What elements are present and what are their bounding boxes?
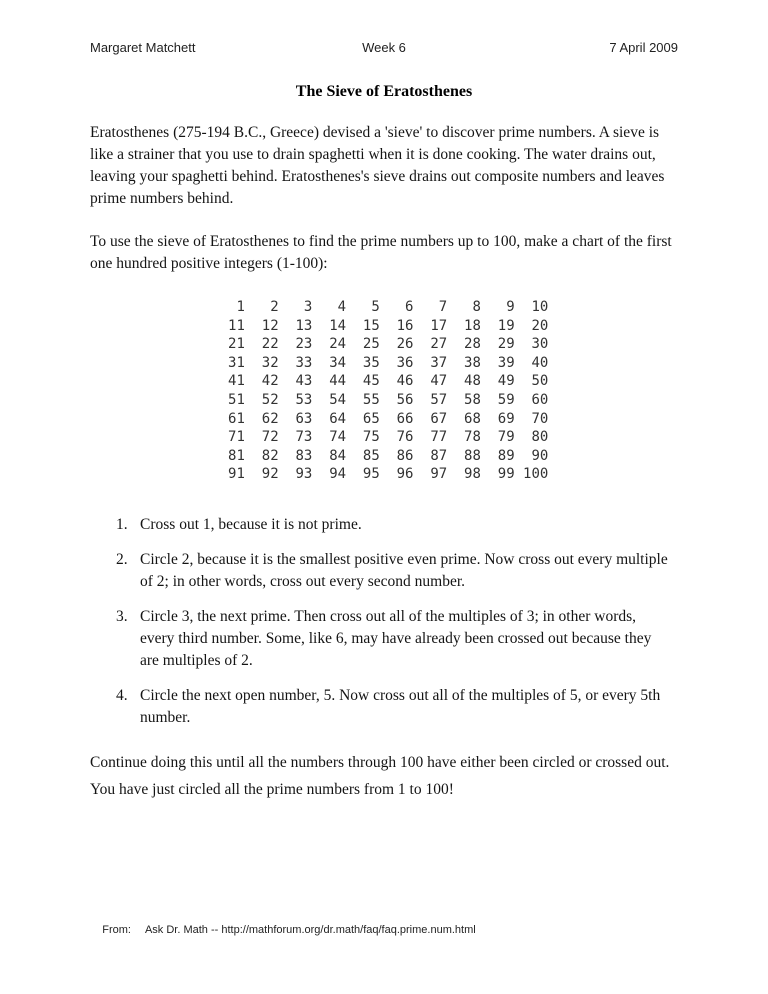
step-item-4 (116, 685, 678, 729)
step-text: Circle 2, because it is the smallest positive even prime. Now cross out every multiple of 2; in other words, cross out every second number. (140, 550, 668, 590)
step-number: 3. (116, 607, 128, 625)
step-number: 4. (116, 686, 128, 704)
step-number: 1. (116, 515, 128, 533)
closing-paragraph (90, 750, 678, 803)
intro-paragraph: Eratosthenes (275-194 B.C., Greece) devised a 'sieve' to discover prime numbers. A sieve is like a strainer that you use to drain spaghetti when it is done cooking. The water drains out, leaving your spaghetti behind. Eratosthenes's sieve drains out composite numbers and leaves prime numbers behind. (90, 124, 665, 207)
grid-row: 71 72 73 74 75 76 77 78 79 80 (219, 429, 549, 446)
grid-row: 61 62 63 64 65 66 67 68 69 70 (219, 410, 549, 427)
steps-list (90, 514, 678, 729)
grid-row: 31 32 33 34 35 36 37 38 39 40 (219, 354, 549, 371)
closing-line: You have just circled all the prime numbers from 1 to 100! (90, 780, 454, 798)
number-grid-wrapper (90, 298, 678, 484)
footer-label: From: (102, 924, 131, 936)
step-item-2 (116, 549, 678, 593)
step-number: 2. (116, 550, 128, 568)
step-item-3 (116, 606, 678, 672)
step-text: Circle 3, the next prime. Then cross out all of the multiples of 3; in other words, every third number. Some, like 6, may have already been crossed out because they are multiples of 2. (140, 607, 652, 669)
grid-row: 81 82 83 84 85 86 87 88 89 90 (219, 447, 549, 464)
closing-line: Continue doing this until all the numbers through 100 have either been circled or crossed out. (90, 753, 670, 771)
grid-row: 11 12 13 14 15 16 17 18 19 20 (219, 317, 549, 334)
step-text: Circle the next open number, 5. Now cross out all of the multiples of 5, or every 5th number. (140, 686, 661, 726)
grid-row: 51 52 53 54 55 56 57 58 59 60 (219, 391, 549, 408)
page-title: The Sieve of Eratosthenes (295, 83, 473, 100)
grid-row: 91 92 93 94 95 96 97 98 99 100 (219, 466, 549, 483)
header-week: Week 6 (362, 40, 406, 55)
page-footer (90, 912, 678, 948)
grid-row: 21 22 23 24 25 26 27 28 29 30 (219, 336, 549, 353)
footer-source: Ask Dr. Math -- http://mathforum.org/dr.math/faq/faq.prime.num.html (144, 924, 476, 936)
grid-row: 1 2 3 4 5 6 7 8 9 10 (219, 299, 549, 315)
number-grid (220, 298, 549, 484)
step-text: Cross out 1, because it is not prime. (140, 515, 362, 533)
page-header (90, 40, 678, 55)
grid-row: 41 42 43 44 45 46 47 48 49 50 (219, 373, 549, 390)
instructions-paragraph: To use the sieve of Eratosthenes to find the prime numbers up to 100, make a chart of the first one hundred positive integers (1-100): (90, 233, 672, 272)
step-item-1 (116, 514, 678, 536)
header-date: 7 April 2009 (609, 40, 678, 55)
header-author: Margaret Matchett (90, 40, 196, 55)
